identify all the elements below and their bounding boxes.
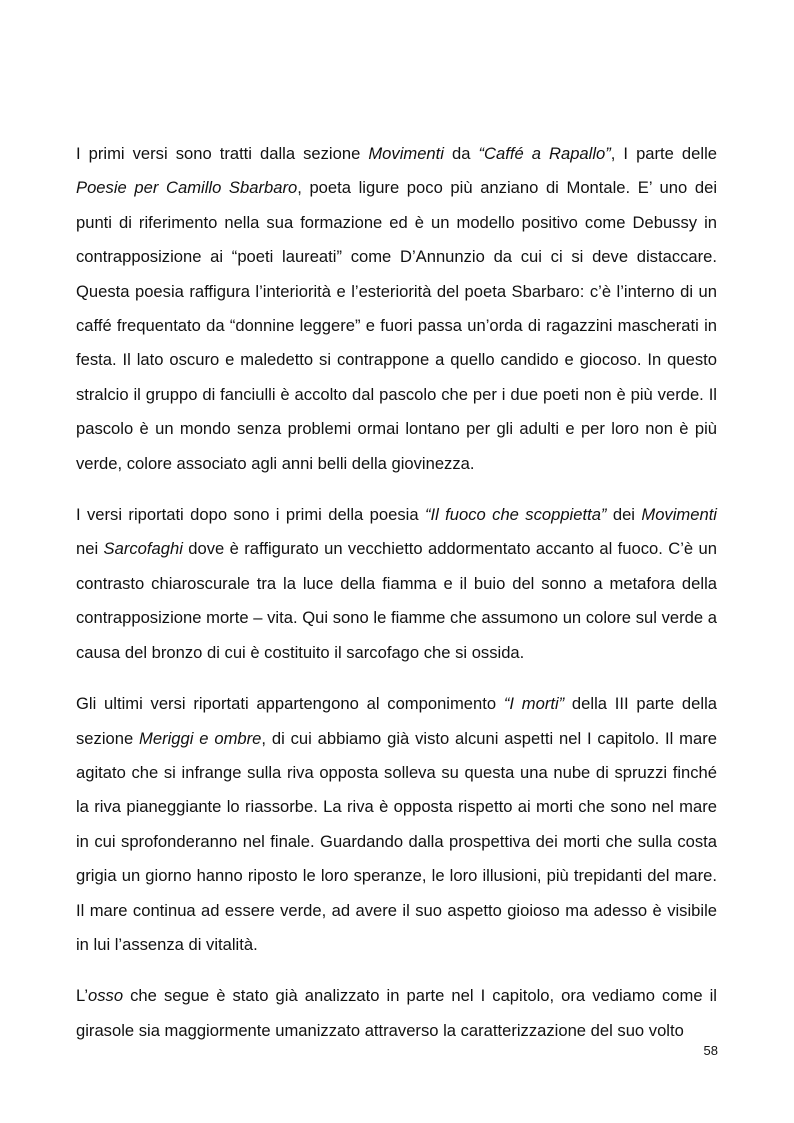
paragraph-il-fuoco-che-scoppietta — [76, 498, 717, 670]
italic-text: osso — [88, 986, 124, 1006]
paragraph-i-morti — [76, 687, 717, 962]
text-run: L’ — [76, 986, 88, 1006]
text-run: dei — [606, 505, 642, 525]
italic-text: Movimenti — [368, 144, 444, 163]
italic-text: Movimenti — [641, 505, 717, 525]
text-run: da — [443, 144, 479, 163]
text-run: dove è raffigurato un vecchietto addormentato accanto al fuoco. C’è un contrasto chiaroscurale tra la luce della fiamma e il buio del sonno a metafora della contrapposizione morte – vita. Qui sono le fiamme che assumono un colore sul verde a causa del bronzo di cui è costituito il sarcofago che si ossida. — [76, 539, 717, 662]
text-run: , poeta ligure poco più anziano di Montale. E’ uno dei punti di riferimento nella sua formazione ed è un modello positivo come Debussy in contrapposizione ai “poeti laureati” come D’Annunzio da cui ci si deve distaccare. Questa poesia raffigura l’interiorità e l’esteriorità del poeta Sbarbaro: c’è l’interno di un caffé frequentato da “donnine leggere” e fuori passa un’orda di ragazzini mascherati in festa. Il lato oscuro e maledetto si contrappone a quello candido e giocoso. In questo stralcio il gruppo di fanciulli è accolto dal pascolo che per i due poeti non è più verde. Il pascolo è un mondo senza problemi ormai lontano per gli adulti e per loro non è più verde, colore associato agli anni belli della giovinezza. — [76, 178, 717, 473]
italic-text: “Il fuoco che scoppietta” — [424, 505, 607, 525]
italic-text: Poesie per Camillo Sbarbaro — [76, 178, 298, 198]
text-run: I versi riportati dopo sono i primi della poesia — [76, 505, 425, 525]
paragraph-caffe-a-rapallo — [76, 137, 717, 481]
text-run: nei — [76, 539, 104, 559]
italic-text: Meriggi e ombre — [139, 728, 262, 748]
page-number: 58 — [703, 1043, 718, 1058]
text-run: I primi versi sono tratti dalla sezione — [76, 144, 369, 163]
document-body — [76, 137, 717, 1065]
text-run: , I parte delle — [610, 144, 717, 163]
paragraph-osso-girasole — [76, 979, 717, 1048]
italic-text: “I morti” — [503, 694, 565, 714]
text-run: Gli ultimi versi riportati appartengono al componimento — [76, 694, 504, 714]
italic-text: “Caffé a Rapallo” — [478, 144, 611, 163]
text-run: della III parte della sezione — [76, 694, 717, 748]
text-run: che segue è stato già analizzato in parte nel I capitolo, ora vediamo come il girasole sia maggiormente umanizzato attraverso la caratterizzazione del suo volto — [76, 986, 717, 1040]
italic-text: Sarcofaghi — [103, 539, 183, 559]
text-run: , di cui abbiamo già visto alcuni aspetti nel I capitolo. Il mare agitato che si infrange sulla riva opposta solleva su questa una nube di spruzzi finché la riva pianeggiante lo riassorbe. La riva è opposta rispetto ai morti che sono nel mare in cui sprofonderanno nel finale. Guardando dalla prospettiva dei morti che sulla costa grigia un giorno hanno riposto le loro speranze, le loro illusioni, più trepidanti del mare. Il mare continua ad essere verde, ad avere il suo aspetto gioioso ma adesso è visibile in lui l’assenza di vitalità. — [76, 728, 717, 954]
